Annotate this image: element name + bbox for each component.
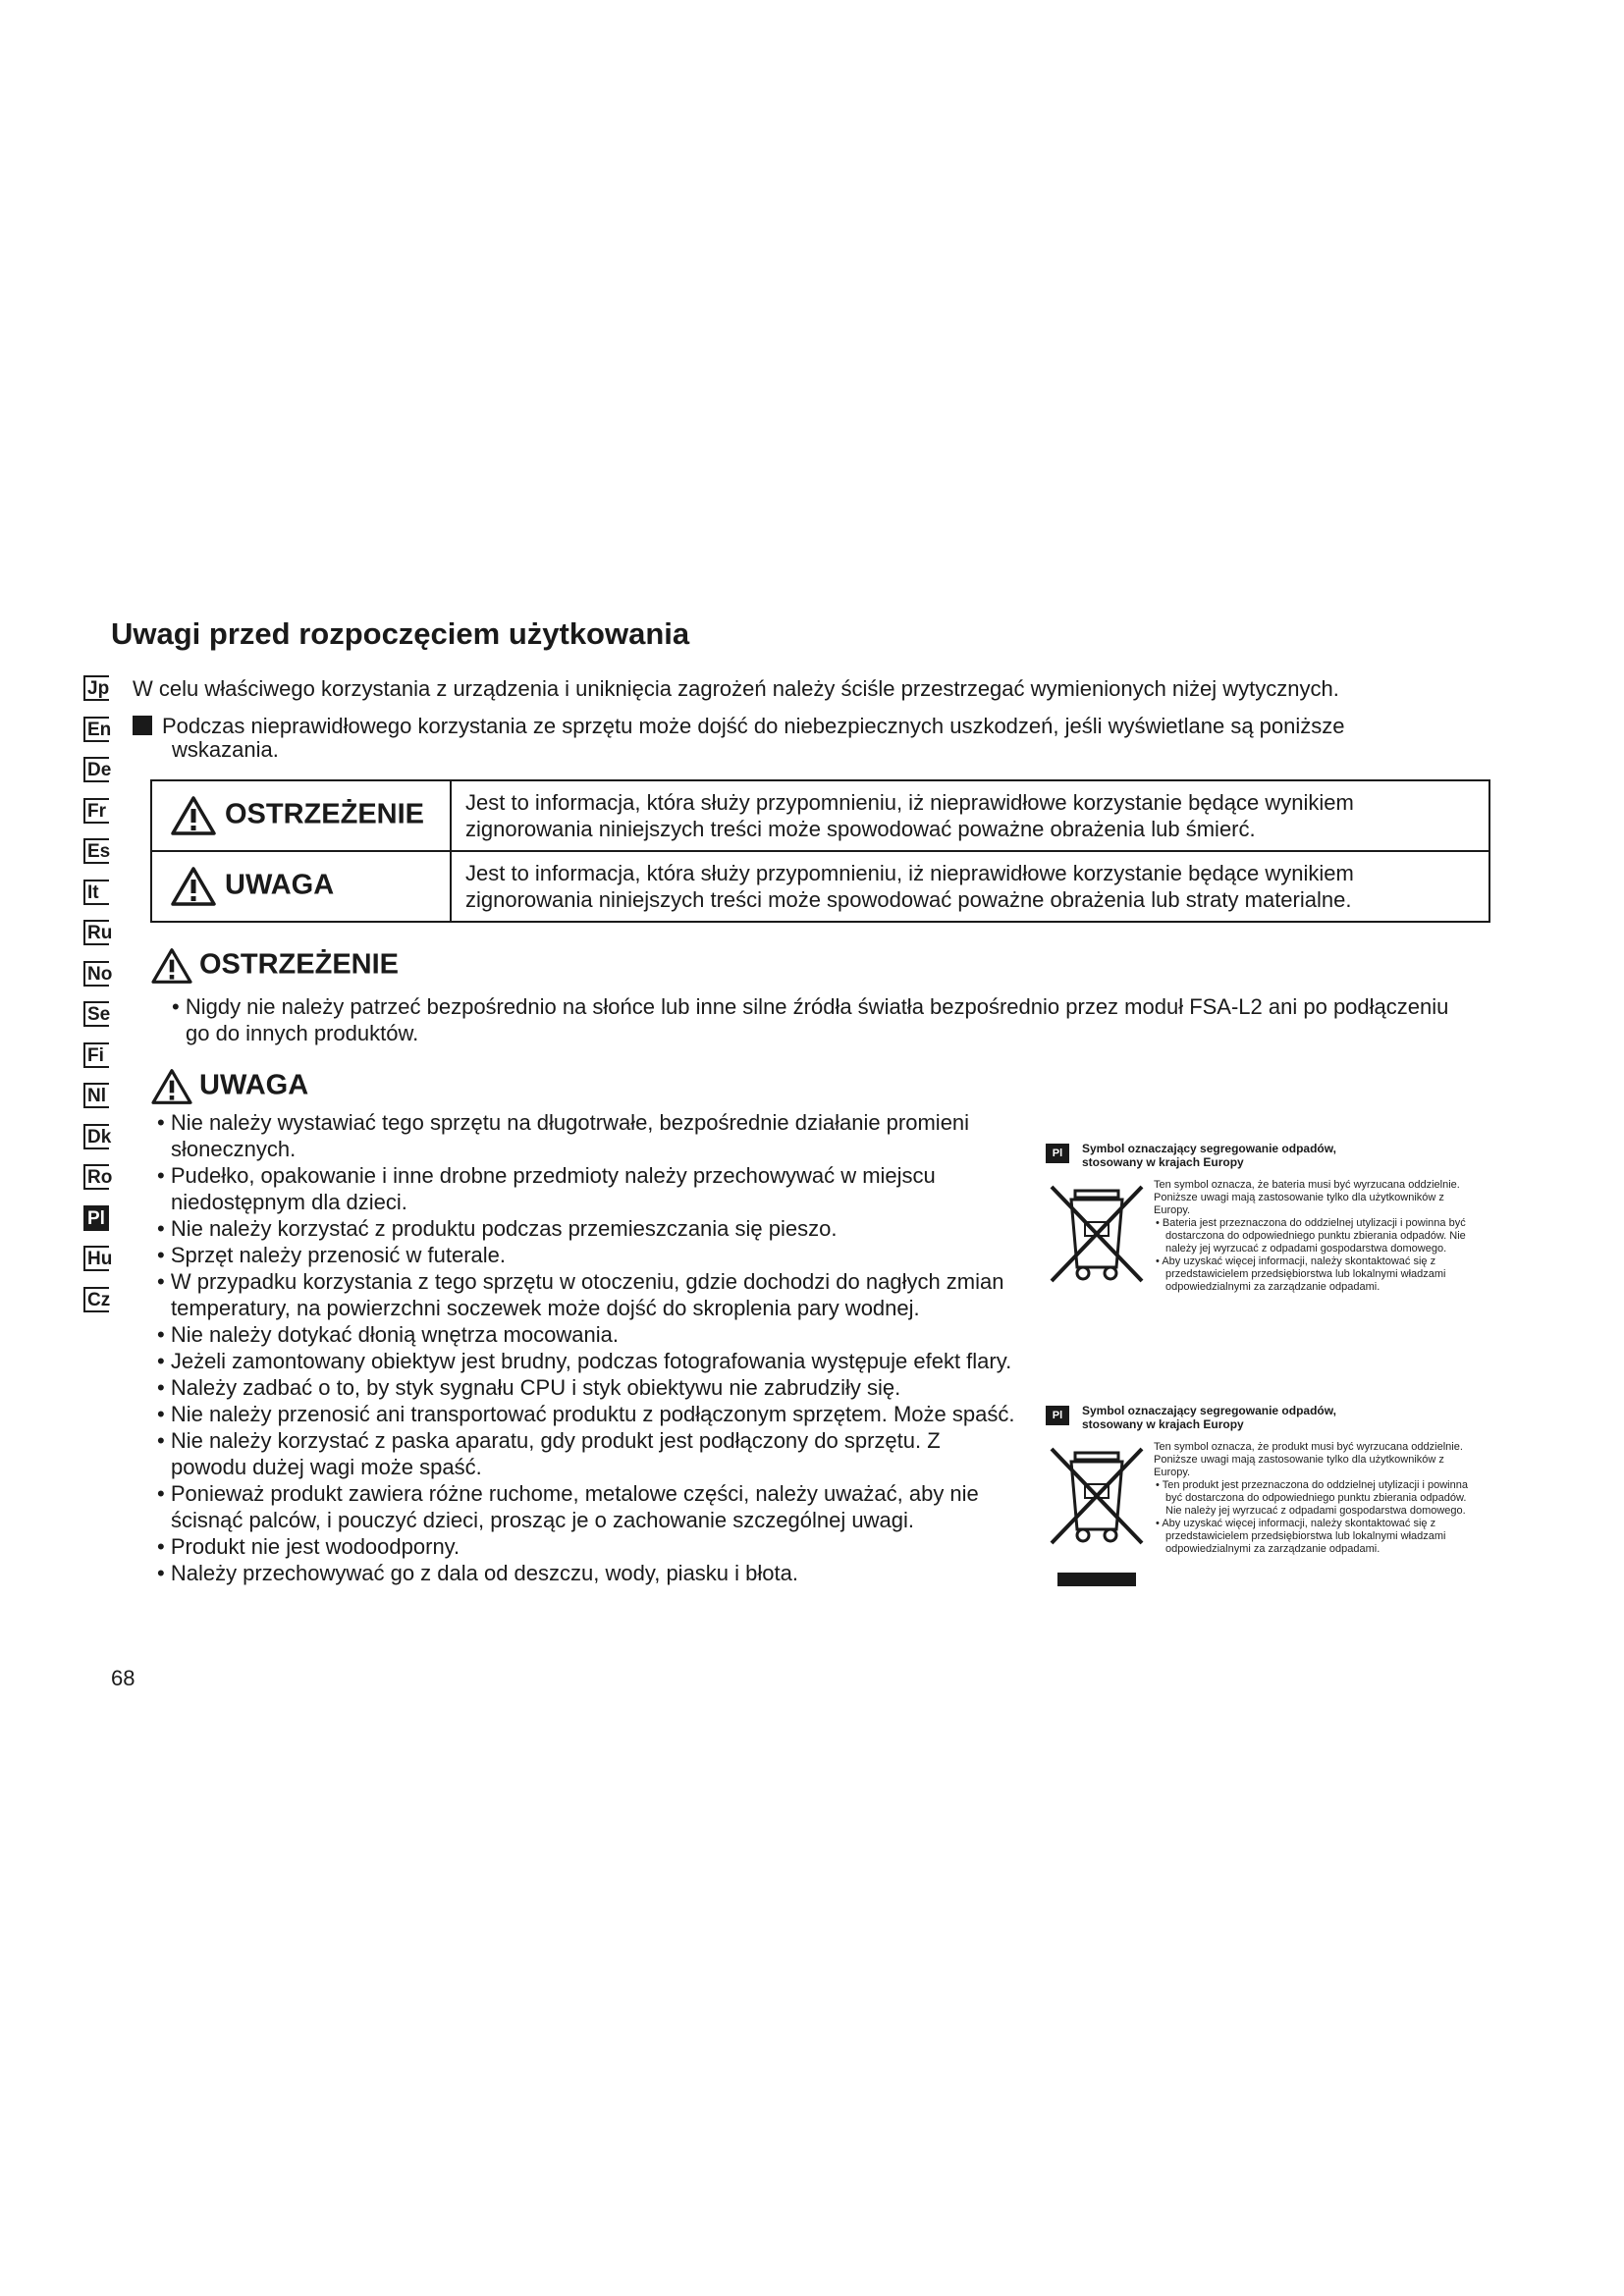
definition-label: UWAGA — [225, 869, 335, 901]
lang-tab-dk: Dk — [83, 1124, 109, 1149]
lang-tab-de: De — [83, 757, 109, 782]
definition-text: Jest to informacja, która służy przypomnieniu, iż nieprawidłowe korzystanie będące wynikiem zignorowania niniejszych treści może spowodować poważne obrażenia lub straty materialne. — [451, 851, 1489, 922]
definition-label: OSTRZEŻENIE — [225, 798, 425, 830]
caution-heading-text: UWAGA — [199, 1069, 309, 1101]
caution-heading — [150, 1068, 308, 1105]
caution-item: • Nie należy korzystać z produktu podczas przemieszczania się pieszo. — [157, 1215, 1021, 1242]
warning-triangle-icon — [150, 947, 193, 985]
caution-item: • Nie należy korzystać z paska aparatu, gdy produkt jest podłączony do sprzętu. Z powodu dużej wagi może spaść. — [157, 1427, 1021, 1480]
weee-heading-line-1: Symbol oznaczający segregowanie odpadów, — [1082, 1142, 1336, 1155]
page-number: 68 — [111, 1666, 135, 1690]
definition-row-caution — [151, 851, 1489, 922]
definition-row-warning — [151, 780, 1489, 851]
language-badge: Pl — [1046, 1144, 1069, 1163]
language-badge: Pl — [1046, 1406, 1069, 1425]
warning-heading — [150, 947, 399, 985]
caution-item: • Nie należy przenosić ani transportować produktu z podłączonym sprzętem. Może spaść. — [157, 1401, 1021, 1427]
indication-note — [133, 715, 1468, 762]
warning-triangle-icon — [170, 795, 217, 836]
weee-notice-product — [1046, 1404, 1478, 1556]
warning-list — [172, 993, 1478, 1046]
caution-item: • Pudełko, opakowanie i inne drobne przedmioty należy przechowywać w miejscu niedostępnym dla dzieci. — [157, 1162, 1021, 1215]
lang-tab-en: En — [83, 717, 109, 742]
caution-item: • Nie należy wystawiać tego sprzętu na długotrwałe, bezpośrednie działanie promieni słonecznych. — [157, 1109, 1021, 1162]
lang-tab-jp: Jp — [83, 675, 109, 701]
lang-tab-it: It — [83, 880, 109, 905]
lang-tab-se: Se — [83, 1001, 109, 1027]
caution-item: • Sprzęt należy przenosić w futerale. — [157, 1242, 1021, 1268]
weee-bullet: • Bateria jest przeznaczona do oddzielnej utylizacji i powinna być dostarczona do odpowiedniego punktu zbierania odpadów. Nie należy jej wyrzucać z odpadami gospodarstwa domowego. — [1154, 1217, 1478, 1255]
solid-bar-mark — [1057, 1573, 1136, 1586]
lang-tab-no: No — [83, 961, 109, 987]
lang-tab-fr: Fr — [83, 798, 109, 824]
caution-item: • Jeżeli zamontowany obiektyw jest brudny, podczas fotografowania występuje efekt flary. — [157, 1348, 1021, 1374]
lang-tab-nl: Nl — [83, 1083, 109, 1108]
note-line-1: Podczas nieprawidłowego korzystania ze sprzętu może dojść do niebezpiecznych uszkodzeń, jeśli wyświetlane są poniższe — [162, 714, 1345, 738]
weee-heading-line-2: stosowany w krajach Europy — [1082, 1155, 1244, 1169]
weee-bullets — [1154, 1217, 1478, 1294]
weee-heading-line-2: stosowany w krajach Europy — [1082, 1417, 1244, 1431]
weee-bullet: • Aby uzyskać więcej informacji, należy skontaktować się z przedstawicielem przedsiębiorstwa lub lokalnymi władzami odpowiedzialnymi za zarządzanie odpadami. — [1154, 1518, 1478, 1556]
lang-tab-hu: Hu — [83, 1246, 109, 1271]
definition-text: Jest to informacja, która służy przypomnieniu, iż nieprawidłowe korzystanie będące wynikiem zignorowania niniejszych treści może spowodować poważne obrażenia lub śmierć. — [451, 780, 1489, 851]
weee-heading-line-1: Symbol oznaczający segregowanie odpadów, — [1082, 1404, 1336, 1417]
weee-para-2: Poniższe uwagi mają zastosowanie tylko dla użytkowników z Europy. — [1154, 1454, 1444, 1478]
weee-para-1: Ten symbol oznacza, że bateria musi być wyrzucana oddzielnie. — [1154, 1179, 1460, 1191]
caution-item: • Ponieważ produkt zawiera różne ruchome, metalowe części, należy uważać, aby nie ścisnąć palców, i pouczyć dzieci, prosząc je o zachowanie szczególnej uwagi. — [157, 1480, 1021, 1533]
weee-para-1: Ten symbol oznacza, że produkt musi być wyrzucana oddzielnie. — [1154, 1441, 1463, 1453]
weee-bullets — [1154, 1479, 1478, 1556]
caution-item: • Należy przechowywać go z dala od deszczu, wody, piasku i błota. — [157, 1560, 1021, 1586]
lang-tab-ro: Ro — [83, 1164, 109, 1190]
weee-bullet: • Ten produkt jest przeznaczona do oddzielnej utylizacji i powinna być dostarczona do odpowiedniego punktu zbierania odpadów. Nie należy jej wyrzucać z odpadami gospodarstwa domowego. — [1154, 1479, 1478, 1518]
crossed-bin-icon — [1046, 1183, 1148, 1285]
lang-tab-cz: Cz — [83, 1287, 109, 1312]
caution-list — [157, 1109, 1021, 1586]
caution-item: • Produkt nie jest wodoodporny. — [157, 1533, 1021, 1560]
warning-triangle-icon — [170, 866, 217, 907]
weee-bullet: • Aby uzyskać więcej informacji, należy skontaktować się z przedstawicielem przedsiębiorstwa lub lokalnymi władzami odpowiedzialnymi za zarządzanie odpadami. — [1154, 1255, 1478, 1294]
note-line-2: wskazania. — [172, 737, 279, 762]
warning-triangle-icon — [150, 1068, 193, 1105]
caution-item: • Nie należy dotykać dłonią wnętrza mocowania. — [157, 1321, 1021, 1348]
weee-para-2: Poniższe uwagi mają zastosowanie tylko dla użytkowników z Europy. — [1154, 1192, 1444, 1216]
lang-tab-ru: Ru — [83, 920, 109, 945]
warning-item: • Nigdy nie należy patrzeć bezpośrednio na słońce lub inne silne źródła światła bezpośrednio przez moduł FSA-L2 ani po podłączeniu go do innych produktów. — [172, 993, 1478, 1046]
lang-tab-pl: Pl — [83, 1205, 109, 1231]
definitions-table — [150, 779, 1490, 923]
intro-text: W celu właściwego korzystania z urządzenia i uniknięcia zagrożeń należy ściśle przestrzegać wymienionych niżej wytycznych. — [133, 676, 1339, 701]
crossed-bin-icon — [1046, 1445, 1148, 1547]
weee-notice-battery — [1046, 1142, 1478, 1294]
caution-item: • W przypadku korzystania z tego sprzętu w otoczeniu, gdzie dochodzi do nagłych zmian temperatury, na powierzchni soczewek może dojść do skroplenia pary wodnej. — [157, 1268, 1021, 1321]
caution-item: • Należy zadbać o to, by styk sygnału CPU i styk obiektywu nie zabrudziły się. — [157, 1374, 1021, 1401]
lang-tab-es: Es — [83, 838, 109, 864]
square-bullet-icon — [133, 716, 152, 735]
page-title: Uwagi przed rozpoczęciem użytkowania — [111, 616, 690, 651]
lang-tab-fi: Fi — [83, 1042, 109, 1068]
warning-heading-text: OSTRZEŻENIE — [199, 948, 400, 981]
